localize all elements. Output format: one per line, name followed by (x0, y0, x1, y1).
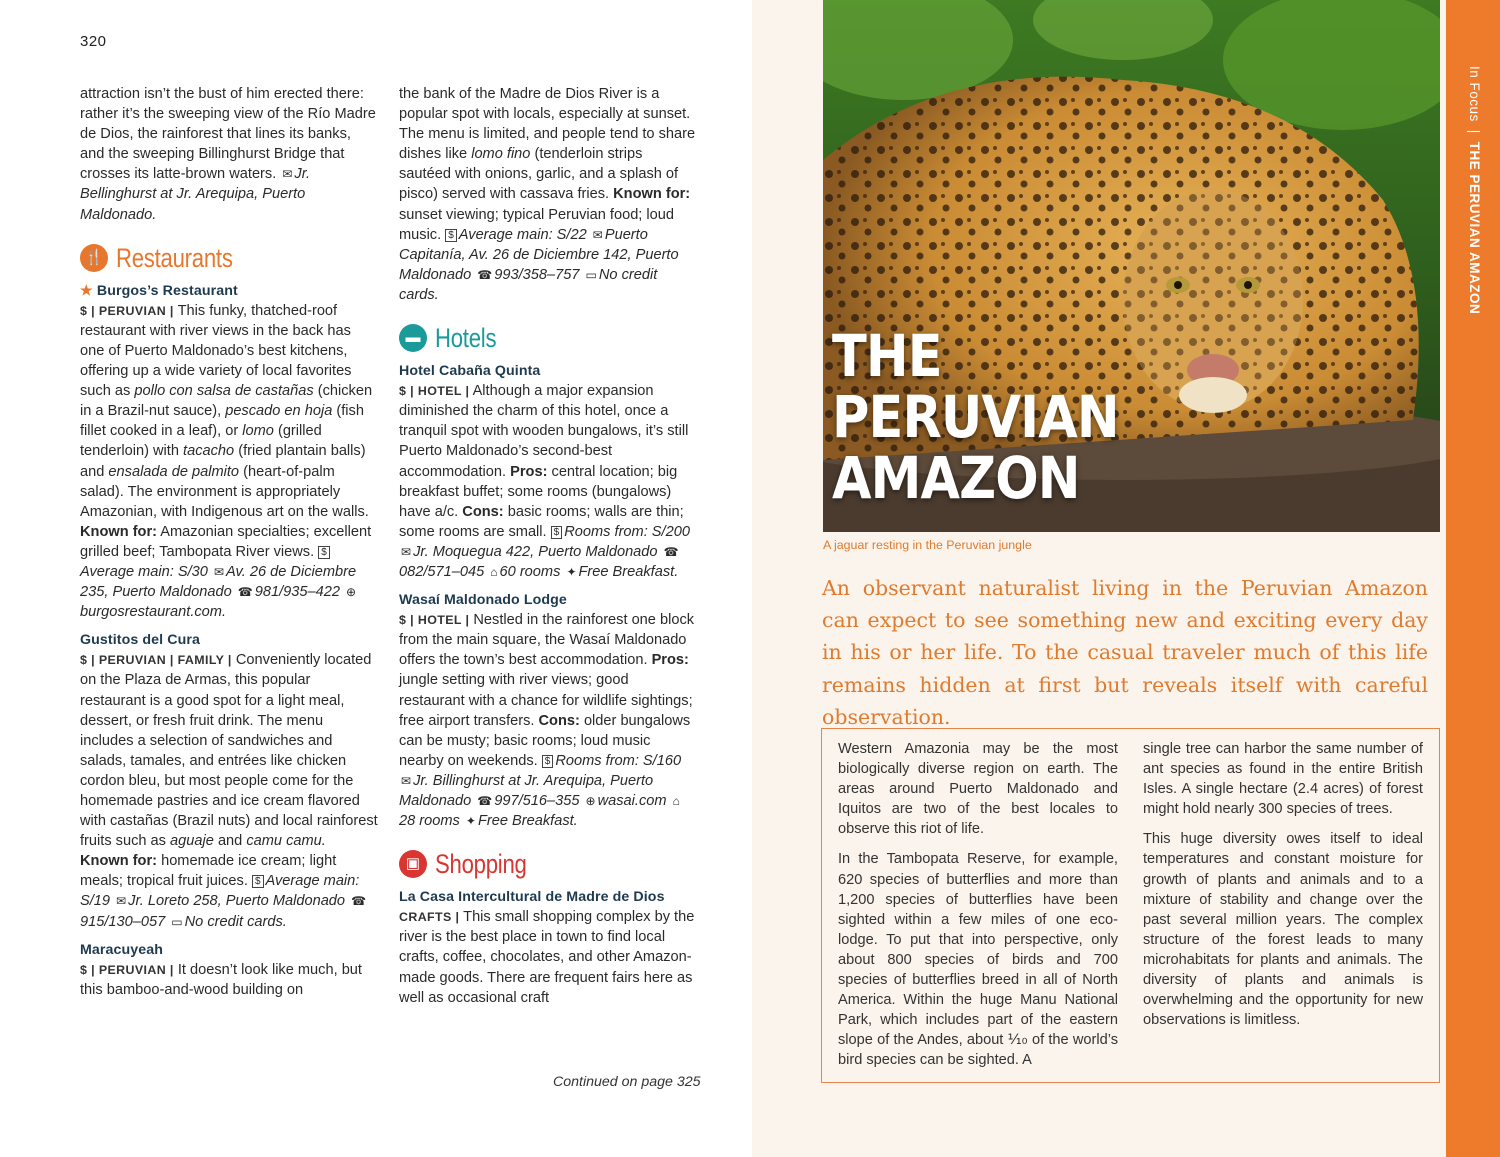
address-icon: ✉ (592, 227, 603, 242)
star-icon: ★ (80, 282, 93, 299)
feature-box (821, 728, 1440, 1083)
listing-casa-intercultural: La Casa Intercultural de Madre de Dios CRAFTS | This small shopping complex by the river is the best place in town to find local crafts, coffee, chocolates, and other Amazon-made goods. There are frequent fairs here as well as occasional craft (399, 889, 695, 1006)
hotels-heading: ▬ Hotels (399, 321, 697, 355)
section-tab-label: In Focus|THE PERUVIAN AMAZON (1467, 66, 1482, 315)
page-number: 320 (80, 33, 107, 50)
phone-icon: ☎ (351, 894, 367, 909)
column-left (80, 84, 378, 1000)
fork-knife-icon: 🍴 (80, 244, 108, 272)
globe-icon: ⊕ (585, 794, 596, 808)
phone-icon: ☎ (477, 267, 493, 282)
bed-icon: ▬ (399, 324, 427, 352)
continued-note: Continued on page 325 (553, 1074, 701, 1090)
feature-box-col-left: Western Amazonia may be the most biologically diverse region on earth. The areas around Puerto Maldonado and Iquitos are two of the best locales to observe this riot of life. In the Tambopata Reserve, for example, 620 species of butterflies and more than 1,200 species of butterflies have been sighted within a few miles of one eco-lodge. To put that into perspective, only about 800 species of birds and 700 species of butterflies breed in all of North America. Within the huge Manu National Park, which includes part of the eastern slope of the Andes, about ⅒ of the world’s bird species can be sighted. A (838, 741, 1118, 1069)
credit-card-icon: ▭ (171, 914, 183, 929)
feature-box-col-right: single tree can harbor the same number of ant species as found in the entire British Isles. A single hectare (2.4 acres) of forest might hold nearly 300 species of trees. This huge diversity owes itself to ideal temperatures and constant moisture for growth of plants and animals and to a mixture of stability and change over the past several million years. The complex structure of the forest leads to many microhabitats for plants and animals. The diversity of plants and animals is overwhelming and the opportunity for new observations is limitless. (1143, 741, 1423, 1029)
address-icon: ✉ (401, 544, 412, 559)
breakfast-icon: ✦ (465, 814, 476, 829)
listing-maracuyeah: Maracuyeah $ | PERUVIAN | It doesn’t look like much, but this bamboo-and-wood building on (80, 941, 362, 998)
credit-card-icon: ▭ (585, 267, 597, 282)
address-icon: ✉ (401, 773, 412, 788)
address-icon: ✉ (282, 167, 293, 182)
listing-gustitos: Gustitos del Cura $ | PERUVIAN | FAMILY | Conveniently located on the Plaza de Armas, this popular restaurant is a good spot for a light meal, dessert, or fresh fruit drink. The menu includes a selection of sandwiches and salads, tamales, and entrées like chicken cordon bleu, but most people come for the homemade pastries and ice cream flavored with castañas (Brazil nuts) and local rainforest fruits such as aguaje and camu camu. Known for: homemade ice cream; light meals; tropical fruit juices. $ Average main: S/19 ✉ Jr. Loreto 258, Puerto Maldonado ☎915/130–057 ▭ No credit cards. (80, 630, 378, 931)
listing-burgos: ★ Burgos’s Restaurant $ | PERUVIAN | This funky, thatched-roof restaurant with river views in the back has one of Puerto Maldonado’s best kitchens, offering up a wide variety of local favorites such as pollo con salsa de castañas (chicken in a Brazil-nut sauce), pescado en hoja (fish fillet cooked in a leaf), or lomo (grilled tenderloin) with tacacho (fried plantain balls) and ensalada de palmito (heart-of-palm salad). The environment is appropriately Amazonian, with Indigenous art on the walls. Known for: Amazonian specialties; excellent grilled beef; Tambopata River views. $Average main: S/30 ✉ Av. 26 de Diciembre 235, Puerto Maldonado ☎ 981/935–422 ⊕burgosrestaurant.com. (80, 282, 373, 621)
shopping-heading: ▣ Shopping (399, 847, 697, 881)
phone-icon: ☎ (663, 544, 679, 559)
photo-caption: A jaguar resting in the Peruvian jungle (823, 538, 1032, 552)
phone-icon: ☎ (477, 794, 493, 808)
breakfast-icon: ✦ (566, 564, 577, 579)
address-icon: ✉ (213, 564, 225, 579)
price-icon: $ (252, 875, 264, 888)
bed-small-icon: ⌂ (672, 794, 680, 808)
column-right (399, 84, 697, 1008)
price-icon: $ (542, 755, 554, 768)
feature-intro: An observant naturalist living in the Peruvian Amazon can expect to see something new and exciting every day in his or her life. To the casual traveler much of this life remains hidden at first but reveals itself with careful observation. (822, 576, 1428, 729)
feature-title: THE PERUVIAN AMAZON (832, 322, 1119, 512)
maracuyeah-continued: the bank of the Madre de Dios River is a popular spot with locals, especially at sunset. The menu is limited, and people tend to share dishes like lomo fino (tenderloin strips sautéed with onions, garlic, and a splash of pisco) served with cassava fries. Known for: sunset viewing; typical Peruvian food; loud music. $ Average main: S/22 ✉ Puerto Capitanía, Av. 26 de Diciembre 142, Puerto Maldonado ☎ 993/358–757 ▭ No credit cards. (399, 86, 696, 303)
phone-icon: ☎ (237, 585, 253, 600)
address-icon: ✉ (116, 894, 127, 909)
price-icon: $ (445, 229, 457, 242)
bed-small-icon: ⌂ (490, 564, 498, 579)
intro-paragraph: attraction isn’t the bust of him erected there: rather it’s the sweeping view of the Río Madre de Dios, the rainforest that lines its banks, and the sweeping Billinghurst Bridge that crosses its latte-brown waters. ✉ Jr. Bellinghurst at Jr. Arequipa, Puerto Maldonado. (80, 86, 376, 223)
globe-icon: ⊕ (346, 585, 357, 600)
listing-wasai: Wasaí Maldonado Lodge $ | HOTEL | Nestled in the rainforest one block from the main square, the Wasaí Maldonado offers the town’s best accommodation. Pros: jungle setting with river views; good restaurant with a chance for wildlife sightings; free airport transfers. Cons: older bungalows can be musty; basic rooms; loud music nearby on weekends. $ Rooms from: S/160 ✉ Jr. Billinghurst at Jr. Arequipa, Puerto Maldonado ☎ 997/516–355 ⊕ wasai.com ⌂28 rooms ✦ Free Breakfast. (399, 590, 697, 831)
price-icon: $ (551, 526, 563, 539)
price-icon: $ (318, 546, 330, 559)
restaurants-heading: 🍴 Restaurants (80, 241, 378, 275)
bag-icon: ▣ (399, 850, 427, 878)
listing-cabana-quinta: Hotel Cabaña Quinta $ | HOTEL | Although a major expansion diminished the charm of this hotel, once a tranquil spot with wooden bungalows, it’s still Puerto Maldonado’s second-best accommodation. Pros: central location; big breakfast buffet; some rooms (bungalows) have a/c. Cons: basic rooms; walls are thin; some rooms are small. $ Rooms from: S/200 ✉ Jr. Moquegua 422, Puerto Maldonado ☎082/571–045 ⌂ 60 rooms ✦ Free Breakfast. (399, 361, 697, 582)
